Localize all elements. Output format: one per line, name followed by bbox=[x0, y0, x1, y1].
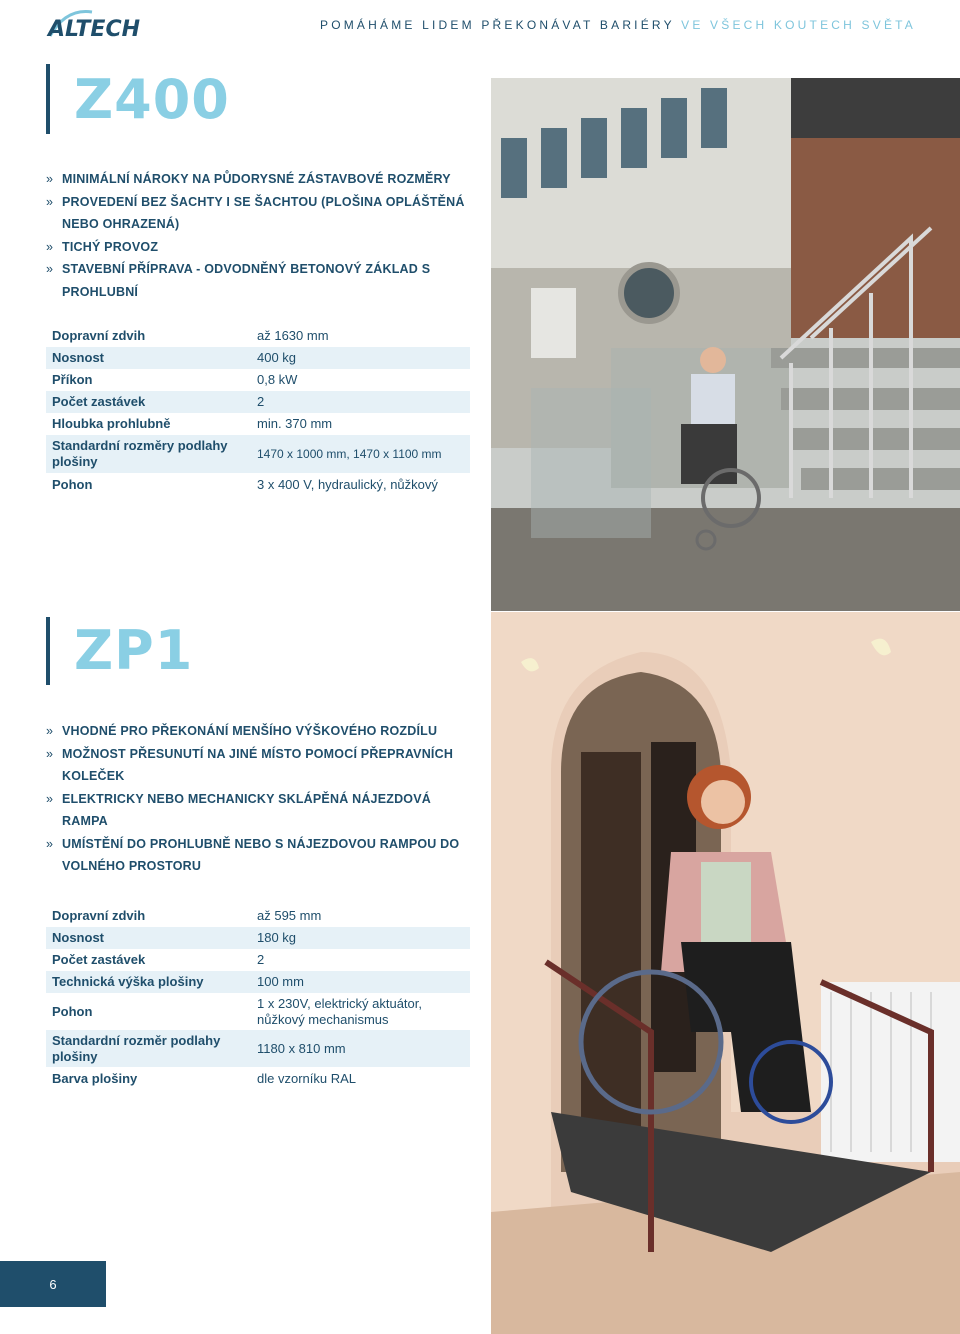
table-row: Počet zastávek 2 bbox=[46, 391, 470, 413]
table-row: Nosnost 180 kg bbox=[46, 927, 470, 949]
z400-lift-photo bbox=[491, 78, 960, 611]
z400-title: Z400 bbox=[74, 68, 230, 131]
tagline-accent: VE VŠECH KOUTECH SVĚTA bbox=[681, 18, 916, 32]
table-row: Nosnost 400 kg bbox=[46, 347, 470, 369]
header-tagline bbox=[320, 18, 916, 32]
table-row: Barva plošiny dle vzorníku RAL bbox=[52, 1071, 356, 1086]
list-item: » ELEKTRICKY NEBO MECHANICKY SKLÁPĚNÁ NÁJEZDOVÁ RAMPA bbox=[46, 791, 431, 828]
zp1-lift-photo bbox=[491, 612, 960, 1334]
tagline-main: POMÁHÁME LIDEM PŘEKONÁVAT BARIÉRY bbox=[320, 18, 675, 32]
list-item: » PROVEDENÍ BEZ ŠACHTY I SE ŠACHTOU (PLOŠINA OPLÁŠTĚNÁ NEBO OHRAZENÁ) bbox=[46, 194, 465, 231]
zp1-spec-table bbox=[46, 905, 470, 1091]
list-item: » MINIMÁLNÍ NÁROKY NA PŮDORYSNÉ ZÁSTAVBOVÉ ROZMĚRY bbox=[46, 172, 451, 186]
z400-feature-list bbox=[46, 168, 466, 303]
table-row: Počet zastávek 2 bbox=[52, 952, 265, 967]
page-number: 6 bbox=[0, 1261, 106, 1307]
table-row: Příkon 0,8 kW bbox=[52, 372, 298, 387]
zp1-heading-bar bbox=[46, 617, 50, 685]
list-item: » VHODNÉ PRO PŘEKONÁNÍ MENŠÍHO VÝŠKOVÉHO ROZDÍLU bbox=[46, 724, 438, 738]
z400-heading-bar bbox=[46, 64, 50, 134]
list-item: » TICHÝ PROVOZ bbox=[46, 239, 159, 254]
zp1-feature-list bbox=[46, 720, 466, 878]
table-row: Hloubka prohlubně min. 370 mm bbox=[52, 416, 333, 431]
list-item: » MOŽNOST PŘESUNUTÍ NA JINÉ MÍSTO POMOCÍ PŘEPRAVNÍCH KOLEČEK bbox=[46, 746, 454, 783]
table-row: Technická výška plošiny 100 mm bbox=[46, 971, 470, 993]
z400-spec-table bbox=[46, 325, 470, 497]
zp1-title: ZP1 bbox=[74, 619, 194, 682]
svg-text:ALTECH: ALTECH bbox=[48, 17, 140, 42]
table-row: Dopravní zdvih až 1630 mm bbox=[52, 328, 329, 343]
table-row: Dopravní zdvih až 595 mm bbox=[52, 908, 322, 923]
altech-logo bbox=[46, 6, 140, 42]
table-row: Pohon 1 x 230V, elektrický aktuátor, nůžkový mechanismus bbox=[52, 995, 423, 1027]
table-row: Standardní rozměr podlahy plošiny 1180 x 810 mm bbox=[46, 1030, 470, 1067]
table-row: Standardní rozměry podlahy plošiny 1470 x 1000 mm, 1470 x 1100 mm bbox=[46, 435, 470, 473]
list-item: » UMÍSTĚNÍ DO PROHLUBNĚ NEBO S NÁJEZDOVOU RAMPOU DO VOLNÉHO PROSTORU bbox=[46, 836, 460, 873]
list-item: » STAVEBNÍ PŘÍPRAVA - ODVODNĚNÝ BETONOVÝ ZÁKLAD S PROHLUBNÍ bbox=[46, 262, 431, 299]
table-row: Pohon 3 x 400 V, hydraulický, nůžkový bbox=[52, 477, 438, 492]
